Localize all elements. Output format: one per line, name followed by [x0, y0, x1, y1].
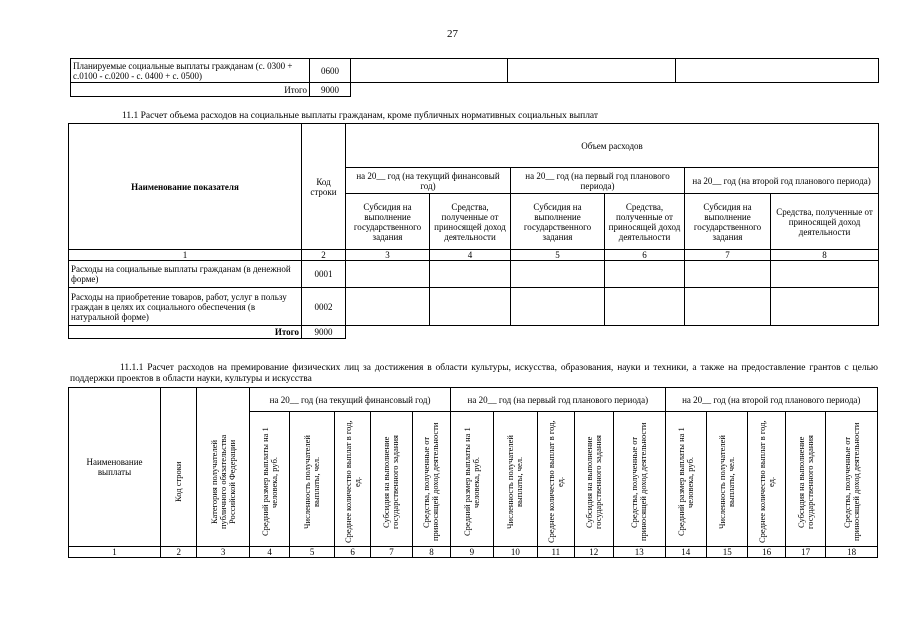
- sub-income-header: Средства, полученные от приносящей доход деятельности: [771, 194, 879, 250]
- total-code: 9000: [302, 326, 346, 339]
- column-number: 8: [771, 250, 879, 261]
- table-row-total: [69, 326, 879, 339]
- col-category-header: Категория получателей публичного обязательства Российской Федерации: [197, 388, 250, 547]
- column-number: 4: [430, 250, 511, 261]
- section-11-1-title: 11.1 Расчет объема расходов на социальные выплаты гражданам, кроме публичных нормативных социальных выплат: [122, 111, 599, 121]
- sub-avg-header: Средний размер выплаты на 1 человека, руб.: [451, 412, 493, 547]
- column-number: 11: [538, 547, 574, 558]
- page-number: 27: [447, 28, 458, 40]
- column-number: 3: [197, 547, 250, 558]
- table-11-1: [68, 123, 879, 339]
- total-code: 9000: [310, 83, 351, 97]
- column-number: 8: [412, 547, 450, 558]
- table-row-total: [71, 83, 879, 97]
- sub-subsidy-header: Субсидия на выполнение государственного задания: [685, 194, 771, 250]
- column-number: 12: [574, 547, 613, 558]
- table-row: [69, 288, 879, 326]
- sub-subsidy-header: Субсидия на выполнение государственного задания: [371, 412, 412, 547]
- row-label: Планируемые социальные выплаты гражданам (с. 0300 + с.0100 - с.0200 - с. 0400 + с. 0500): [71, 59, 310, 83]
- column-number: 5: [290, 547, 334, 558]
- table-11-1-1: [68, 387, 878, 558]
- sub-subsidy-header: Субсидия на выполнение государственного задания: [785, 412, 825, 547]
- col-code-header: Код строки: [161, 388, 197, 547]
- column-number: 14: [665, 547, 706, 558]
- column-numbers-row: [69, 547, 878, 558]
- year-second-header: на 20__ год (на второй год планового периода): [665, 388, 877, 412]
- sub-income-header: Средства, полученные от приносящей доход деятельности: [412, 412, 450, 547]
- col-name-header: Наименование выплаты: [69, 388, 161, 547]
- row-code: 0001: [302, 261, 346, 288]
- sub-count-header: Численность получателей выплаты, чел.: [493, 412, 537, 547]
- column-number: 7: [685, 250, 771, 261]
- row-code: 0002: [302, 288, 346, 326]
- sub-avg-header: Средний размер выплаты на 1 человека, руб.: [249, 412, 289, 547]
- sub-income-header: Средства, полученные от приносящей доход деятельности: [430, 194, 511, 250]
- row-label: Расходы на приобретение товаров, работ, услуг в пользу граждан в целях их социального обеспечения (в натуральной форме): [69, 288, 302, 326]
- row-code: 0600: [310, 59, 351, 83]
- sub-avg-header: Средний размер выплаты на 1 человека, руб.: [665, 412, 706, 547]
- col-name-header: Наименование показателя: [69, 124, 302, 250]
- total-label: Итого: [69, 326, 302, 339]
- section-11-1-1-title: 11.1.1 Расчет расходов на премирование физических лиц за достижения в области культуры, искусства, образования, науки и техники, а также на предоставление грантов с целью поддержки проектов в области науки, культуры и искусства: [70, 363, 878, 384]
- year-first-header: на 20__ год (на первый год планового периода): [451, 388, 665, 412]
- sub-qty-header: Среднее количество выплат в год, ед.: [334, 412, 370, 547]
- column-number: 15: [706, 547, 747, 558]
- top-table: [70, 58, 879, 97]
- year-current-header: на 20__ год (на текущий финансовый год): [346, 168, 511, 194]
- column-number: 3: [346, 250, 430, 261]
- sub-subsidy-header: Субсидия на выполнение государственного задания: [511, 194, 605, 250]
- column-number: 10: [493, 547, 537, 558]
- sub-qty-header: Среднее количество выплат в год, ед.: [538, 412, 574, 547]
- row-label: Расходы на социальные выплаты гражданам (в денежной форме): [69, 261, 302, 288]
- column-number: 6: [334, 547, 370, 558]
- column-number: 17: [785, 547, 825, 558]
- column-number: 7: [371, 547, 412, 558]
- col-code-header: Код строки: [302, 124, 346, 250]
- sub-count-header: Численность получателей выплаты, чел.: [290, 412, 334, 547]
- table-row: [69, 261, 879, 288]
- sub-subsidy-header: Субсидия на выполнение государственного задания: [346, 194, 430, 250]
- column-number: 16: [748, 547, 785, 558]
- column-number: 1: [69, 250, 302, 261]
- column-number: 2: [161, 547, 197, 558]
- column-number: 1: [69, 547, 161, 558]
- sub-income-header: Средства, полученные от приносящей доход деятельности: [613, 412, 665, 547]
- sub-income-header: Средства, полученные от приносящей доход деятельности: [826, 412, 878, 547]
- sub-subsidy-header: Субсидия на выполнение государственного задания: [574, 412, 613, 547]
- column-number: 4: [249, 547, 289, 558]
- total-label: Итого: [71, 83, 310, 97]
- column-number: 2: [302, 250, 346, 261]
- year-current-header: на 20__ год (на текущий финансовый год): [249, 388, 450, 412]
- column-number: 6: [605, 250, 685, 261]
- year-first-header: на 20__ год (на первый год планового периода): [511, 168, 685, 194]
- sub-qty-header: Среднее количество выплат в год, ед.: [748, 412, 785, 547]
- sub-income-header: Средства, полученные от приносящей доход деятельности: [605, 194, 685, 250]
- volume-header: Объем расходов: [346, 124, 879, 168]
- column-numbers-row: [69, 250, 879, 261]
- column-number: 9: [451, 547, 493, 558]
- sub-count-header: Численность получателей выплаты, чел.: [706, 412, 747, 547]
- year-second-header: на 20__ год (на второй год планового периода): [685, 168, 879, 194]
- column-number: 5: [511, 250, 605, 261]
- table-row: [71, 59, 879, 83]
- column-number: 18: [826, 547, 878, 558]
- column-number: 13: [613, 547, 665, 558]
